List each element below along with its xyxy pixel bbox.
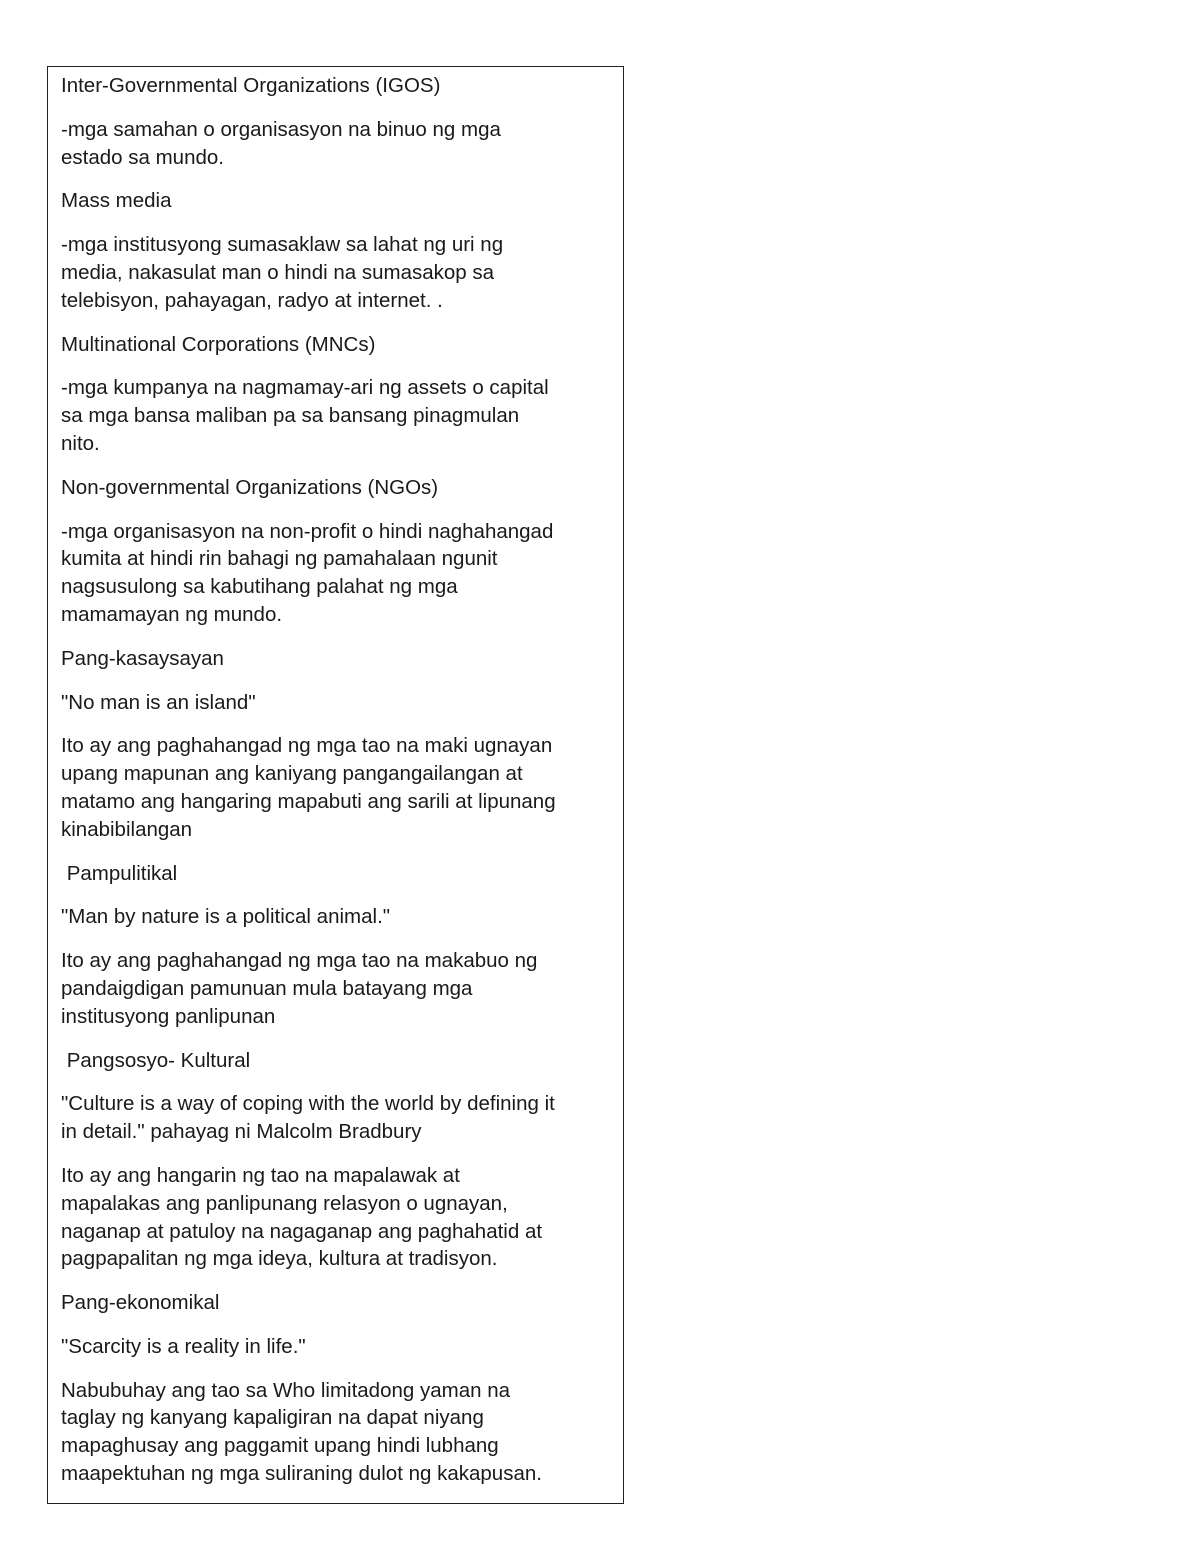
explanation-pampulitikal: Ito ay ang paghahangad ng mga tao na makabuo ng pandaigdigan pamunuan mula batayang mga institusyong panlipunan [61, 949, 538, 1028]
definition-mncs: -mga kumpanya na nagmamay-ari ng assets o capital sa mga bansa maliban pa sa bansang pinagmulan nito. [61, 376, 549, 455]
definition-ngos: -mga organisasyon na non-profit o hindi naghahangad kumita at hindi rin bahagi ng pamahalaan ngunit nagsusulong sa kabutihang palahat ng mga mamamayan ng mundo. [61, 519, 554, 626]
text-box [47, 66, 624, 1504]
explanation-pangsosyo-kultural: Ito ay ang hangarin ng tao na mapalawak at mapalakas ang panlipunang relasyon o ugnayan, naganap at patuloy na nagaganap ang paghahatid at pagpapalitan ng mga ideya, kultura at tradisyon. [61, 1163, 543, 1271]
quote-pang-ekonomikal: "Scarcity is a reality in life." [61, 1334, 306, 1358]
quote-pang-kasaysayan: "No man is an island" [61, 690, 256, 714]
heading-pang-kasaysayan: Pang-kasaysayan [61, 646, 224, 670]
definition-igos: -mga samahan o organisasyon na binuo ng mga estado sa mundo. [61, 117, 501, 169]
quote-pangsosyo-kultural: "Culture is a way of coping with the world by defining it in detail." pahayag ni Malcolm Bradbury [61, 1092, 555, 1144]
heading-pampulitikal: Pampulitikal [61, 861, 178, 885]
heading-igos: Inter-Governmental Organizations (IGOS) [61, 74, 441, 97]
heading-mass-media: Mass media [61, 189, 172, 213]
definition-mass-media: -mga institusyong sumasaklaw sa lahat ng uri ng media, nakasulat man o hindi na sumasakop sa telebisyon, pahayagan, radyo at internet. . [61, 233, 504, 312]
heading-mncs: Multinational Corporations (MNCs) [61, 332, 376, 356]
heading-pangsosyo-kultural: Pangsosyo- Kultural [61, 1048, 251, 1072]
heading-pang-ekonomikal: Pang-ekonomikal [61, 1291, 220, 1315]
explanation-pang-ekonomikal: Nabubuhay ang tao sa Who limitadong yaman na taglay ng kanyang kapaligiran na dapat niyang mapaghusay ang paggamit upang hindi lubhang maapektuhan ng mga suliraning dulot ng kakapusan. [61, 1378, 542, 1486]
explanation-pang-kasaysayan: Ito ay ang paghahangad ng mga tao na maki ugnayan upang mapunan ang kaniyang pangangailangan at matamo ang hangaring mapabuti ang sarili at lipunang kinabibilangan [61, 734, 556, 841]
quote-pampulitikal: "Man by nature is a political animal." [61, 905, 391, 929]
heading-ngos: Non-governmental Organizations (NGOs) [61, 475, 439, 499]
